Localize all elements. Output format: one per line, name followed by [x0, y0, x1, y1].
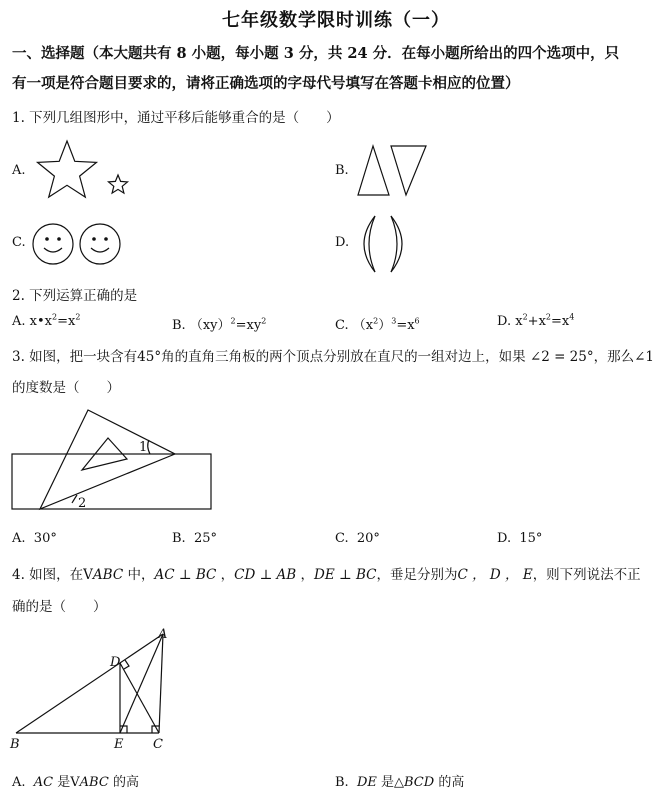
q3-option-c: C. 20°: [335, 531, 380, 546]
q3-stem-line1: 3. 如图，把一块含有45°角的直角三角板的两个顶点分别放在直尺的一组对边上，如果 ∠2 = 25°，那么∠1: [12, 349, 655, 365]
q1-option-b-triangles-figure: [355, 141, 430, 201]
inverted-triangle-icon: [391, 146, 426, 195]
section-heading-line2: 有一项是符合题目要求的，请将正确选项的字母代号填写在答题卡相应的位置）: [12, 75, 520, 92]
q1-option-c-label: C.: [12, 235, 26, 250]
upright-triangle-icon: [358, 146, 389, 195]
q4-option-a: A. AC 是VABC 的高: [12, 775, 139, 790]
q2-option-a: A. $x•x^2=x^2$: [12, 312, 81, 329]
q2-stem: 2. 下列运算正确的是: [12, 288, 138, 304]
right-crescent-icon: [391, 216, 402, 272]
q4-stem-line1: 4. 如图，在VABC 中，AC ⊥ BC ，CD ⊥ AB ，DE ⊥ BC，垂足分别为C ， D ， E，则下列说法不正: [12, 567, 641, 583]
q1-option-a-label: A.: [12, 163, 26, 178]
q1-option-a-stars-figure: [30, 136, 140, 206]
angle-1-label: 1: [139, 440, 148, 455]
q2-option-b: B. $(xy)^2=xy^2$: [172, 316, 267, 333]
section-heading-line1: 一、选择题（本大题共有 8 小题，每小题 3 分，共 24 分．在每小题所给出的四个选项中，只: [12, 45, 620, 62]
set-square-outer: [40, 410, 175, 509]
q2-option-c: C. $(x^2)^3=x^6$: [335, 316, 420, 333]
q2-option-d: D. $x^2+x^2=x^4$: [497, 312, 575, 329]
page-title: 七年级数学限时训练（一）: [222, 10, 450, 31]
q4-option-b: B. DE 是△BCD 的高: [335, 775, 465, 790]
q3-option-a: A. 30°: [12, 531, 57, 546]
big-star-icon: [38, 141, 97, 197]
smiley-face-icon: [80, 224, 120, 264]
point-b-label: B: [10, 737, 20, 752]
q3-option-d: D. 15°: [497, 531, 543, 546]
left-crescent-icon: [364, 216, 375, 272]
q1-stem: 1. 下列几组图形中，通过平移后能够重合的是（ ）: [12, 110, 340, 126]
q4-triangle-figure: [8, 626, 188, 756]
q1-option-d-label: D.: [335, 235, 350, 250]
point-c-label: C: [153, 737, 163, 752]
q3-stem-line2: 的度数是（ ）: [12, 380, 120, 396]
angle-2-label: 2: [78, 496, 87, 511]
q1-option-d-crescents-figure: [355, 214, 415, 274]
q1-option-b-label: B.: [335, 163, 349, 178]
q4-stem-line2: 确的是（ ）: [12, 599, 107, 615]
q3-ruler-triangle-figure: [10, 404, 215, 514]
q3-option-b: B. 25°: [172, 531, 217, 546]
q1-option-c-faces-figure: [30, 222, 130, 270]
point-e-label: E: [114, 737, 124, 752]
point-a-label: A: [158, 627, 168, 642]
point-d-label: D: [110, 655, 121, 670]
small-star-icon: [109, 175, 128, 193]
smiley-face-icon: [33, 224, 73, 264]
